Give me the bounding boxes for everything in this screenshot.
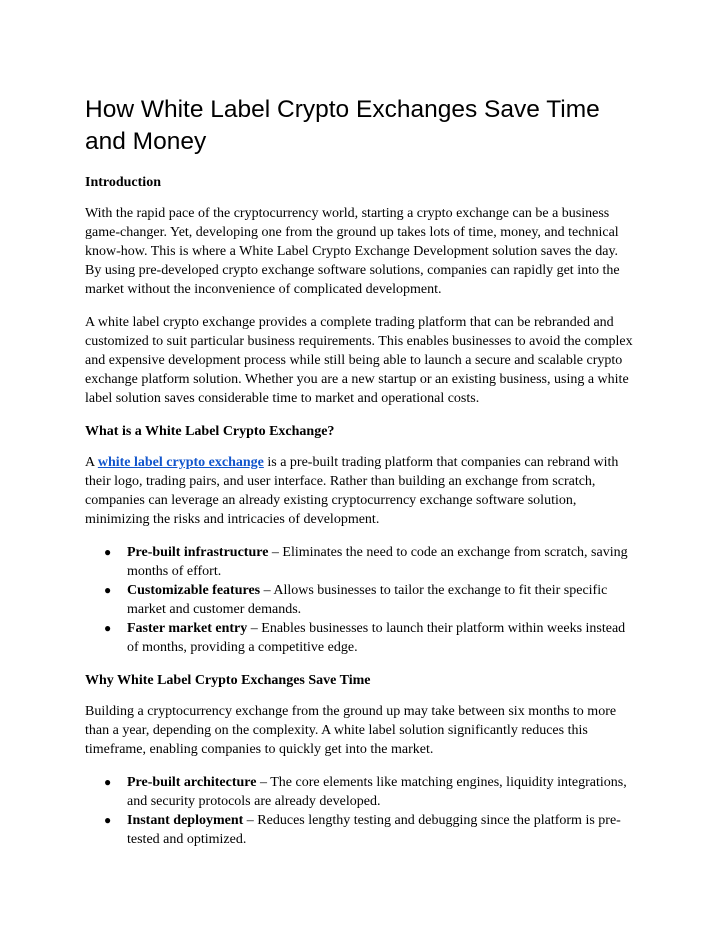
bullet-text: – Reduces lengthy testing and debugging since the platform is pre-tested and optimized. <box>127 813 621 847</box>
why-heading: Why White Label Crypto Exchanges Save Time <box>85 673 371 688</box>
bullet-icon: ● <box>104 813 112 827</box>
list-item <box>85 543 636 581</box>
what-prefix: A <box>85 455 98 470</box>
white-label-exchange-link[interactable]: white label crypto exchange <box>97 455 264 470</box>
bullet-term: Pre-built infrastructure <box>127 545 269 560</box>
bullet-text: – Enables businesses to launch their platform within weeks instead of months, providing a competitive edge. <box>127 621 626 655</box>
why-bullet-list <box>85 773 636 849</box>
bullet-icon: ● <box>104 583 112 597</box>
what-bullet-list <box>85 543 636 657</box>
intro-heading: Introduction <box>85 175 161 190</box>
list-item <box>85 581 636 619</box>
page-title: How White Label Crypto Exchanges Save Time and Money <box>85 96 600 155</box>
bullet-icon: ● <box>104 621 112 635</box>
list-item <box>85 811 636 849</box>
bullet-term: Customizable features <box>127 583 261 598</box>
intro-paragraph-2: A white label crypto exchange provides a complete trading platform that can be rebranded and customized to suit particular business requirements. This enables businesses to avoid the complex and expensive development process while still being able to launch a secure and scalable crypto exchange platform solution. Whether you are a new startup or an existing business, using a white label solution saves considerable time to market and operational costs. <box>85 315 633 406</box>
bullet-text: – The core elements like matching engines, liquidity integrations, and security protocols are already developed. <box>127 775 627 809</box>
what-heading: What is a White Label Crypto Exchange? <box>85 424 335 439</box>
list-item <box>85 773 636 811</box>
bullet-icon: ● <box>104 775 112 789</box>
what-paragraph <box>85 453 636 529</box>
list-item <box>85 619 636 657</box>
bullet-text: – Allows businesses to tailor the exchange to fit their specific market and customer demands. <box>127 583 608 617</box>
bullet-icon: ● <box>104 545 112 559</box>
bullet-term: Pre-built architecture <box>127 775 257 790</box>
intro-paragraph-1: With the rapid pace of the cryptocurrency world, starting a crypto exchange can be a business game-changer. Yet, developing one from the ground up takes lots of time, money, and technical know-how. This is where a White Label Crypto Exchange Development solution saves the day. By using pre-developed crypto exchange software solutions, companies can rapidly get into the market without the inconvenience of complicated development. <box>85 206 620 297</box>
what-rest: is a pre-built trading platform that companies can rebrand with their logo, trading pairs, and user interface. Rather than building an exchange from scratch, companies can leverage an already existing cryptocurrency exchange software solution, minimizing the risks and intricacies of development. <box>85 455 619 527</box>
bullet-text: – Eliminates the need to code an exchange from scratch, saving months of effort. <box>127 545 628 579</box>
bullet-term: Faster market entry <box>127 621 248 636</box>
bullet-term: Instant deployment <box>127 813 244 828</box>
why-paragraph: Building a cryptocurrency exchange from the ground up may take between six months to more than a year, depending on the complexity. A white label solution significantly reduces this timeframe, enabling companies to quickly get into the market. <box>85 704 617 757</box>
